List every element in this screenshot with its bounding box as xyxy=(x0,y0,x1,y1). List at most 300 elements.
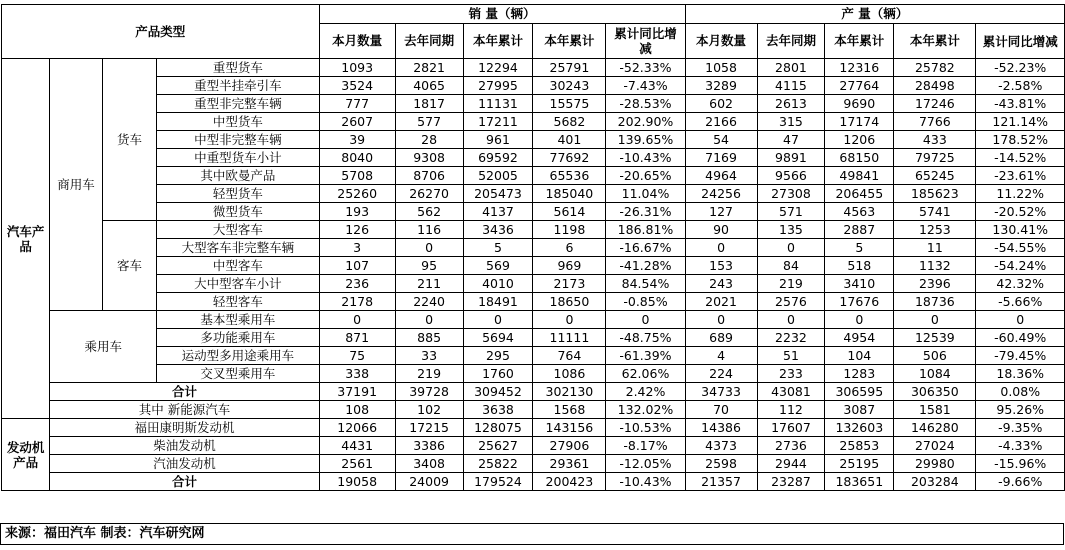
value-cell: 77692 xyxy=(533,149,606,167)
value-cell: 338 xyxy=(319,365,395,383)
value-cell: -7.43% xyxy=(606,77,685,95)
value-cell: 0 xyxy=(757,311,825,329)
value-cell: -54.55% xyxy=(976,239,1065,257)
value-cell: 302130 xyxy=(533,383,606,401)
value-cell: 200423 xyxy=(533,473,606,491)
value-cell: 127 xyxy=(685,203,757,221)
value-cell: 70 xyxy=(685,401,757,419)
table-row xyxy=(2,437,1065,455)
value-cell: 79725 xyxy=(894,149,976,167)
value-cell: 75 xyxy=(319,347,395,365)
value-cell: 12066 xyxy=(319,419,395,437)
value-cell: -4.33% xyxy=(976,437,1065,455)
value-cell: 315 xyxy=(757,113,825,131)
value-cell: 3 xyxy=(319,239,395,257)
value-cell: 577 xyxy=(395,113,463,131)
value-cell: 1058 xyxy=(685,59,757,77)
value-cell: 11.04% xyxy=(606,185,685,203)
product-name: 重型半挂牵引车 xyxy=(157,77,319,95)
product-name: 中型客车 xyxy=(157,257,319,275)
value-cell: 1817 xyxy=(395,95,463,113)
value-cell: -8.17% xyxy=(606,437,685,455)
value-cell: 689 xyxy=(685,329,757,347)
value-cell: 179524 xyxy=(463,473,533,491)
value-cell: 17211 xyxy=(463,113,533,131)
value-cell: 39 xyxy=(319,131,395,149)
value-cell: 34733 xyxy=(685,383,757,401)
value-cell: 4373 xyxy=(685,437,757,455)
value-cell: 4431 xyxy=(319,437,395,455)
value-cell: 84.54% xyxy=(606,275,685,293)
commercial-vehicle-label: 商用车 xyxy=(50,59,102,311)
value-cell: -10.43% xyxy=(606,473,685,491)
value-cell: 4964 xyxy=(685,167,757,185)
value-cell: 1283 xyxy=(825,365,894,383)
value-cell: 4010 xyxy=(463,275,533,293)
value-cell: 4 xyxy=(685,347,757,365)
value-cell: -15.96% xyxy=(976,455,1065,473)
value-cell: 9308 xyxy=(395,149,463,167)
value-cell: 11131 xyxy=(463,95,533,113)
product-name: 微型货车 xyxy=(157,203,319,221)
table-row xyxy=(2,419,1065,437)
value-cell: 1132 xyxy=(894,257,976,275)
value-cell: 132.02% xyxy=(606,401,685,419)
value-cell: 3386 xyxy=(395,437,463,455)
table-row xyxy=(2,365,1065,383)
value-cell: -9.66% xyxy=(976,473,1065,491)
value-cell: 43081 xyxy=(757,383,825,401)
value-cell: 602 xyxy=(685,95,757,113)
value-cell: 562 xyxy=(395,203,463,221)
product-name: 大型客车非完整车辆 xyxy=(157,239,319,257)
table-row xyxy=(2,401,1065,419)
value-cell: 18650 xyxy=(533,293,606,311)
sales-col-month: 本月数量 xyxy=(319,24,395,59)
prod-col-month: 本月数量 xyxy=(685,24,757,59)
value-cell: 0 xyxy=(395,311,463,329)
value-cell: 1093 xyxy=(319,59,395,77)
product-name: 中重型货车小计 xyxy=(157,149,319,167)
value-cell: 1086 xyxy=(533,365,606,383)
value-cell: 3410 xyxy=(825,275,894,293)
product-name: 重型货车 xyxy=(157,59,319,77)
value-cell: 2232 xyxy=(757,329,825,347)
value-cell: -52.23% xyxy=(976,59,1065,77)
value-cell: 2801 xyxy=(757,59,825,77)
value-cell: 3408 xyxy=(395,455,463,473)
product-name: 基本型乘用车 xyxy=(157,311,319,329)
value-cell: 3087 xyxy=(825,401,894,419)
value-cell: 1581 xyxy=(894,401,976,419)
value-cell: 17215 xyxy=(395,419,463,437)
value-cell: 0.08% xyxy=(976,383,1065,401)
value-cell: 0 xyxy=(606,311,685,329)
passenger-car-label: 乘用车 xyxy=(50,311,157,383)
value-cell: 128075 xyxy=(463,419,533,437)
value-cell: 27764 xyxy=(825,77,894,95)
value-cell: 65536 xyxy=(533,167,606,185)
value-cell: 24256 xyxy=(685,185,757,203)
value-cell: 108 xyxy=(319,401,395,419)
value-cell: -79.45% xyxy=(976,347,1065,365)
value-cell: 42.32% xyxy=(976,275,1065,293)
product-name: 轻型货车 xyxy=(157,185,319,203)
value-cell: 5 xyxy=(825,239,894,257)
value-cell: 121.14% xyxy=(976,113,1065,131)
value-cell: 2166 xyxy=(685,113,757,131)
value-cell: 401 xyxy=(533,131,606,149)
value-cell: 25791 xyxy=(533,59,606,77)
value-cell: 205473 xyxy=(463,185,533,203)
value-cell: 885 xyxy=(395,329,463,347)
value-cell: 7766 xyxy=(894,113,976,131)
value-cell: 183651 xyxy=(825,473,894,491)
value-cell: 224 xyxy=(685,365,757,383)
value-cell: 126 xyxy=(319,221,395,239)
prod-col-last-year: 去年同期 xyxy=(757,24,825,59)
value-cell: 233 xyxy=(757,365,825,383)
prod-col-yoy: 累计同比增减 xyxy=(976,24,1065,59)
value-cell: 185623 xyxy=(894,185,976,203)
value-cell: 17607 xyxy=(757,419,825,437)
value-cell: 25627 xyxy=(463,437,533,455)
value-cell: 569 xyxy=(463,257,533,275)
value-cell: 14386 xyxy=(685,419,757,437)
sales-col-yoy: 累计同比增减 xyxy=(606,24,685,59)
value-cell: -12.05% xyxy=(606,455,685,473)
value-cell: 2240 xyxy=(395,293,463,311)
sales-col-ytd-2: 本年累计 xyxy=(533,24,606,59)
value-cell: 0 xyxy=(894,311,976,329)
value-cell: 9690 xyxy=(825,95,894,113)
value-cell: 0 xyxy=(463,311,533,329)
value-cell: 17246 xyxy=(894,95,976,113)
value-cell: 95.26% xyxy=(976,401,1065,419)
table-row xyxy=(2,95,1065,113)
value-cell: 21357 xyxy=(685,473,757,491)
table-row xyxy=(2,293,1065,311)
value-cell: 211 xyxy=(395,275,463,293)
value-cell: -23.61% xyxy=(976,167,1065,185)
value-cell: 18736 xyxy=(894,293,976,311)
value-cell: 2173 xyxy=(533,275,606,293)
value-cell: 65245 xyxy=(894,167,976,185)
table-row xyxy=(2,149,1065,167)
value-cell: -10.43% xyxy=(606,149,685,167)
value-cell: -5.66% xyxy=(976,293,1065,311)
value-cell: 0 xyxy=(533,311,606,329)
value-cell: 29980 xyxy=(894,455,976,473)
table-row xyxy=(2,455,1065,473)
value-cell: 17676 xyxy=(825,293,894,311)
table-row xyxy=(2,77,1065,95)
value-cell: 2178 xyxy=(319,293,395,311)
value-cell: -60.49% xyxy=(976,329,1065,347)
value-cell: 2821 xyxy=(395,59,463,77)
value-cell: 25782 xyxy=(894,59,976,77)
product-name: 交叉型乘用车 xyxy=(157,365,319,383)
value-cell: 28498 xyxy=(894,77,976,95)
value-cell: 1084 xyxy=(894,365,976,383)
value-cell: 0 xyxy=(685,311,757,329)
table-row xyxy=(2,59,1065,77)
value-cell: 295 xyxy=(463,347,533,365)
value-cell: 764 xyxy=(533,347,606,365)
value-cell: 2944 xyxy=(757,455,825,473)
value-cell: 219 xyxy=(757,275,825,293)
value-cell: 1253 xyxy=(894,221,976,239)
value-cell: -2.58% xyxy=(976,77,1065,95)
value-cell: 5682 xyxy=(533,113,606,131)
value-cell: 49841 xyxy=(825,167,894,185)
value-cell: 25195 xyxy=(825,455,894,473)
prod-col-ytd: 本年累计 xyxy=(825,24,894,59)
value-cell: 518 xyxy=(825,257,894,275)
value-cell: 4137 xyxy=(463,203,533,221)
value-cell: 27995 xyxy=(463,77,533,95)
value-cell: 0 xyxy=(685,239,757,257)
value-cell: -0.85% xyxy=(606,293,685,311)
value-cell: 52005 xyxy=(463,167,533,185)
value-cell: 47 xyxy=(757,131,825,149)
value-cell: 433 xyxy=(894,131,976,149)
value-cell: 130.41% xyxy=(976,221,1065,239)
value-cell: 206455 xyxy=(825,185,894,203)
value-cell: -20.52% xyxy=(976,203,1065,221)
sales-col-ytd: 本年累计 xyxy=(463,24,533,59)
value-cell: 26270 xyxy=(395,185,463,203)
table-row xyxy=(2,239,1065,257)
value-cell: 11.22% xyxy=(976,185,1065,203)
sales-group-header: 销 量（辆） xyxy=(319,5,685,24)
value-cell: 1206 xyxy=(825,131,894,149)
value-cell: 5694 xyxy=(463,329,533,347)
value-cell: 17174 xyxy=(825,113,894,131)
value-cell: 0 xyxy=(319,311,395,329)
value-cell: 309452 xyxy=(463,383,533,401)
value-cell: 102 xyxy=(395,401,463,419)
value-cell: 3638 xyxy=(463,401,533,419)
auto-total-label: 合计 xyxy=(50,383,319,401)
table-row xyxy=(2,473,1065,491)
value-cell: -9.35% xyxy=(976,419,1065,437)
value-cell: 27024 xyxy=(894,437,976,455)
table-row xyxy=(2,311,1065,329)
engine-products-label: 发动机产品 xyxy=(2,419,50,491)
nev-label: 其中 新能源汽车 xyxy=(50,401,319,419)
value-cell: -16.67% xyxy=(606,239,685,257)
value-cell: 2.42% xyxy=(606,383,685,401)
value-cell: 11111 xyxy=(533,329,606,347)
auto-products-label: 汽车产品 xyxy=(2,59,50,419)
value-cell: -48.75% xyxy=(606,329,685,347)
value-cell: 202.90% xyxy=(606,113,685,131)
value-cell: 2598 xyxy=(685,455,757,473)
product-name: 运动型多用途乘用车 xyxy=(157,347,319,365)
value-cell: 243 xyxy=(685,275,757,293)
value-cell: 12539 xyxy=(894,329,976,347)
engine-total-label: 合计 xyxy=(50,473,319,491)
value-cell: 5614 xyxy=(533,203,606,221)
value-cell: 871 xyxy=(319,329,395,347)
sales-production-table xyxy=(1,4,1065,491)
source-footer: 来源：福田汽车 制表：汽车研究网 xyxy=(0,523,1064,545)
value-cell: -41.28% xyxy=(606,257,685,275)
value-cell: 139.65% xyxy=(606,131,685,149)
product-name: 重型非完整车辆 xyxy=(157,95,319,113)
value-cell: 29361 xyxy=(533,455,606,473)
value-cell: 4563 xyxy=(825,203,894,221)
value-cell: 1760 xyxy=(463,365,533,383)
value-cell: 51 xyxy=(757,347,825,365)
value-cell: 132603 xyxy=(825,419,894,437)
value-cell: 68150 xyxy=(825,149,894,167)
value-cell: 178.52% xyxy=(976,131,1065,149)
value-cell: 5 xyxy=(463,239,533,257)
value-cell: 4065 xyxy=(395,77,463,95)
sales-col-last-year: 去年同期 xyxy=(395,24,463,59)
value-cell: 24009 xyxy=(395,473,463,491)
product-name: 大中型客车小计 xyxy=(157,275,319,293)
value-cell: 2607 xyxy=(319,113,395,131)
value-cell: 8040 xyxy=(319,149,395,167)
value-cell: -28.53% xyxy=(606,95,685,113)
value-cell: 5741 xyxy=(894,203,976,221)
table-row xyxy=(2,329,1065,347)
value-cell: 39728 xyxy=(395,383,463,401)
value-cell: 777 xyxy=(319,95,395,113)
table-row xyxy=(2,275,1065,293)
value-cell: 203284 xyxy=(894,473,976,491)
value-cell: 25822 xyxy=(463,455,533,473)
value-cell: 12316 xyxy=(825,59,894,77)
value-cell: 219 xyxy=(395,365,463,383)
table-row xyxy=(2,383,1065,401)
value-cell: 19058 xyxy=(319,473,395,491)
value-cell: 3524 xyxy=(319,77,395,95)
prod-col-ytd-2: 本年累计 xyxy=(894,24,976,59)
value-cell: 0 xyxy=(825,311,894,329)
value-cell: 2021 xyxy=(685,293,757,311)
value-cell: 28 xyxy=(395,131,463,149)
value-cell: 69592 xyxy=(463,149,533,167)
product-name: 大型客车 xyxy=(157,221,319,239)
value-cell: 0 xyxy=(757,239,825,257)
value-cell: 11 xyxy=(894,239,976,257)
production-group-header: 产 量（辆） xyxy=(685,5,1064,24)
value-cell: 153 xyxy=(685,257,757,275)
value-cell: 30243 xyxy=(533,77,606,95)
value-cell: 1198 xyxy=(533,221,606,239)
product-name: 中型货车 xyxy=(157,113,319,131)
table-row xyxy=(2,131,1065,149)
value-cell: 25853 xyxy=(825,437,894,455)
value-cell: 2887 xyxy=(825,221,894,239)
value-cell: 2613 xyxy=(757,95,825,113)
value-cell: 506 xyxy=(894,347,976,365)
value-cell: -14.52% xyxy=(976,149,1065,167)
value-cell: 8706 xyxy=(395,167,463,185)
value-cell: 107 xyxy=(319,257,395,275)
table-row xyxy=(2,347,1065,365)
value-cell: 571 xyxy=(757,203,825,221)
value-cell: 54 xyxy=(685,131,757,149)
value-cell: 3436 xyxy=(463,221,533,239)
value-cell: 236 xyxy=(319,275,395,293)
table-row xyxy=(2,257,1065,275)
value-cell: 2396 xyxy=(894,275,976,293)
value-cell: 193 xyxy=(319,203,395,221)
value-cell: 18491 xyxy=(463,293,533,311)
product-type-header: 产品类型 xyxy=(2,5,320,59)
value-cell: -52.33% xyxy=(606,59,685,77)
table-row xyxy=(2,221,1065,239)
value-cell: 33 xyxy=(395,347,463,365)
product-name: 福田康明斯发动机 xyxy=(50,419,319,437)
table-row xyxy=(2,203,1065,221)
product-name: 其中欧曼产品 xyxy=(157,167,319,185)
value-cell: 2561 xyxy=(319,455,395,473)
product-name: 汽油发动机 xyxy=(50,455,319,473)
value-cell: 143156 xyxy=(533,419,606,437)
value-cell: 104 xyxy=(825,347,894,365)
value-cell: 84 xyxy=(757,257,825,275)
value-cell: 306595 xyxy=(825,383,894,401)
value-cell: 37191 xyxy=(319,383,395,401)
value-cell: 62.06% xyxy=(606,365,685,383)
value-cell: -54.24% xyxy=(976,257,1065,275)
value-cell: 7169 xyxy=(685,149,757,167)
value-cell: -43.81% xyxy=(976,95,1065,113)
value-cell: 9566 xyxy=(757,167,825,185)
value-cell: -20.65% xyxy=(606,167,685,185)
product-name: 中型非完整车辆 xyxy=(157,131,319,149)
value-cell: 185040 xyxy=(533,185,606,203)
value-cell: 116 xyxy=(395,221,463,239)
value-cell: 5708 xyxy=(319,167,395,185)
value-cell: 9891 xyxy=(757,149,825,167)
value-cell: 15575 xyxy=(533,95,606,113)
table-row xyxy=(2,167,1065,185)
product-name: 多功能乘用车 xyxy=(157,329,319,347)
value-cell: 135 xyxy=(757,221,825,239)
value-cell: 969 xyxy=(533,257,606,275)
table-row xyxy=(2,113,1065,131)
value-cell: 12294 xyxy=(463,59,533,77)
value-cell: 90 xyxy=(685,221,757,239)
product-name: 柴油发动机 xyxy=(50,437,319,455)
value-cell: 2736 xyxy=(757,437,825,455)
truck-label: 货车 xyxy=(102,59,156,221)
bus-label: 客车 xyxy=(102,221,156,311)
value-cell: 4954 xyxy=(825,329,894,347)
value-cell: 6 xyxy=(533,239,606,257)
value-cell: 3289 xyxy=(685,77,757,95)
table-row xyxy=(2,185,1065,203)
value-cell: 1568 xyxy=(533,401,606,419)
value-cell: -10.53% xyxy=(606,419,685,437)
value-cell: 27906 xyxy=(533,437,606,455)
value-cell: 146280 xyxy=(894,419,976,437)
value-cell: 0 xyxy=(395,239,463,257)
value-cell: -61.39% xyxy=(606,347,685,365)
value-cell: 27308 xyxy=(757,185,825,203)
value-cell: 25260 xyxy=(319,185,395,203)
value-cell: 186.81% xyxy=(606,221,685,239)
value-cell: 0 xyxy=(976,311,1065,329)
value-cell: 306350 xyxy=(894,383,976,401)
